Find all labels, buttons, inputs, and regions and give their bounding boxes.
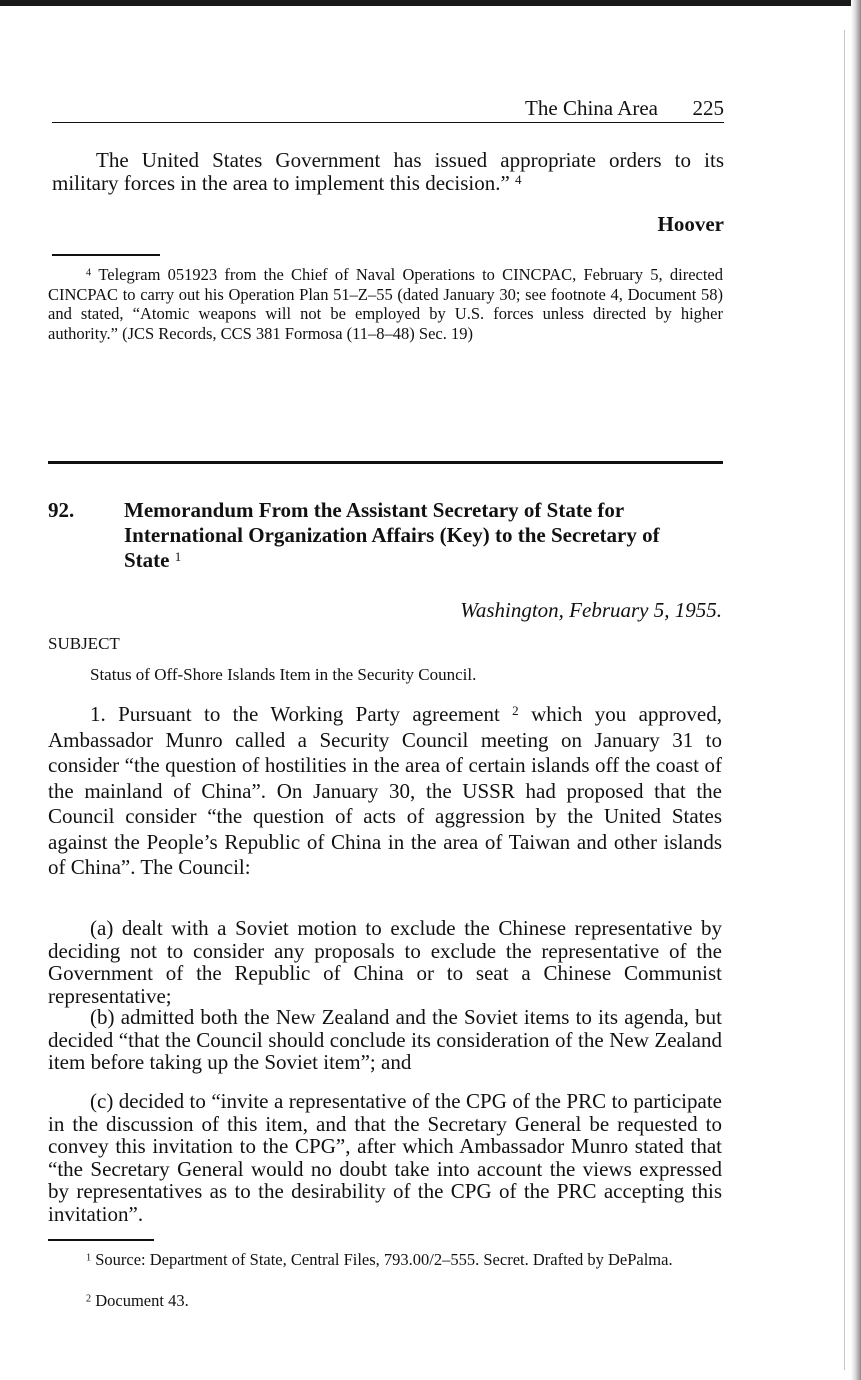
footnote-4 (48, 265, 723, 343)
item-b: (b) admitted both the New Zealand and the Soviet items to its agenda, but decided “that the Council should conclude its consideration of the New Zealand item before taking up the Soviet item”; and (48, 1005, 722, 1074)
page-number: 225 (692, 96, 724, 120)
item-a: (a) dealt with a Soviet motion to exclude the Chinese representative by deciding not to consider any proposals to exclude the representative of the Government of the Republic of China or to seat a Chinese Communist representative; (48, 916, 722, 1008)
subject-label: SUBJECT (48, 634, 120, 653)
footnote-rule (52, 254, 160, 256)
footnote-rule-2 (48, 1239, 154, 1241)
footnote-4-marker: 4 (86, 267, 92, 279)
scan-page-edge-line (844, 30, 845, 1370)
footnote-1-text: Source: Department of State, Central Files, 793.00/2–555. Secret. Drafted by DePalma. (95, 1250, 673, 1269)
item-c: (c) decided to “invite a representative of the CPG of the PRC to participate in the discussion of this item, and that the Secretary General be requested to convey this invitation to the CPG”, after which Ambassador Munro stated that “the Secretary General would no doubt take into account the views expressed by representatives as to the desirability of the CPG of the PRC accepting this invitation”. (48, 1089, 722, 1226)
scan-page-edge (851, 0, 861, 1380)
footnote-2-marker: 2 (86, 1293, 92, 1305)
footnote-2 (48, 1291, 723, 1311)
running-head (52, 96, 724, 123)
paragraph-1-rest: which you approved, Ambassador Munro called a Security Council meeting on January 31 to consider “the question of hostilities in the area of certain islands off the coast of the mainland of China”. On January 30, the USSR had proposed that the Council consider “the question of acts of aggression by the United States against the People’s Republic of China in the area of Taiwan and other islands of China”. The Council: (48, 702, 722, 879)
document-title (124, 498, 722, 573)
paragraph-1 (48, 702, 722, 881)
footnote-ref-2: 2 (512, 703, 519, 719)
paragraph-1-start: 1. Pursuant to the Working Party agreement (90, 702, 500, 726)
footnote-4-text: Telegram 051923 from the Chief of Naval Operations to CINCPAC, February 5, directed CINCPAC to carry out his Operation Plan 51–Z–55 (dated January 30; see footnote 4, Document 58) and stated, “Atomic weapons will not be employed by U.S. forces unless directed by higher authority.” (JCS Records, CCS 381 Formosa (11–8–48) Sec. 19) (48, 265, 724, 343)
footnote-2-text: Document 43. (95, 1291, 189, 1310)
signature: Hoover (657, 212, 724, 236)
scan-top-edge (0, 0, 861, 6)
dateline: Washington, February 5, 1955. (460, 598, 722, 622)
section-rule (48, 461, 723, 464)
footnote-1 (48, 1250, 723, 1270)
footnote-ref-4: 4 (515, 172, 522, 188)
footnote-1-marker: 1 (86, 1252, 92, 1264)
document-number: 92. (48, 498, 75, 522)
footnote-ref-1: 1 (174, 549, 182, 565)
running-head-title: The China Area (525, 96, 658, 120)
subject-text: Status of Off-Shore Islands Item in the Security Council. (90, 665, 477, 684)
continuation-paragraph (52, 149, 724, 195)
continuation-text: The United States Government has issued appropriate orders to its military forces in the area to implement this decision.” (52, 148, 724, 195)
document-title-text: Memorandum From the Assistant Secretary of State for International Organization Affairs (Key) to the Secretary of State (124, 498, 660, 572)
